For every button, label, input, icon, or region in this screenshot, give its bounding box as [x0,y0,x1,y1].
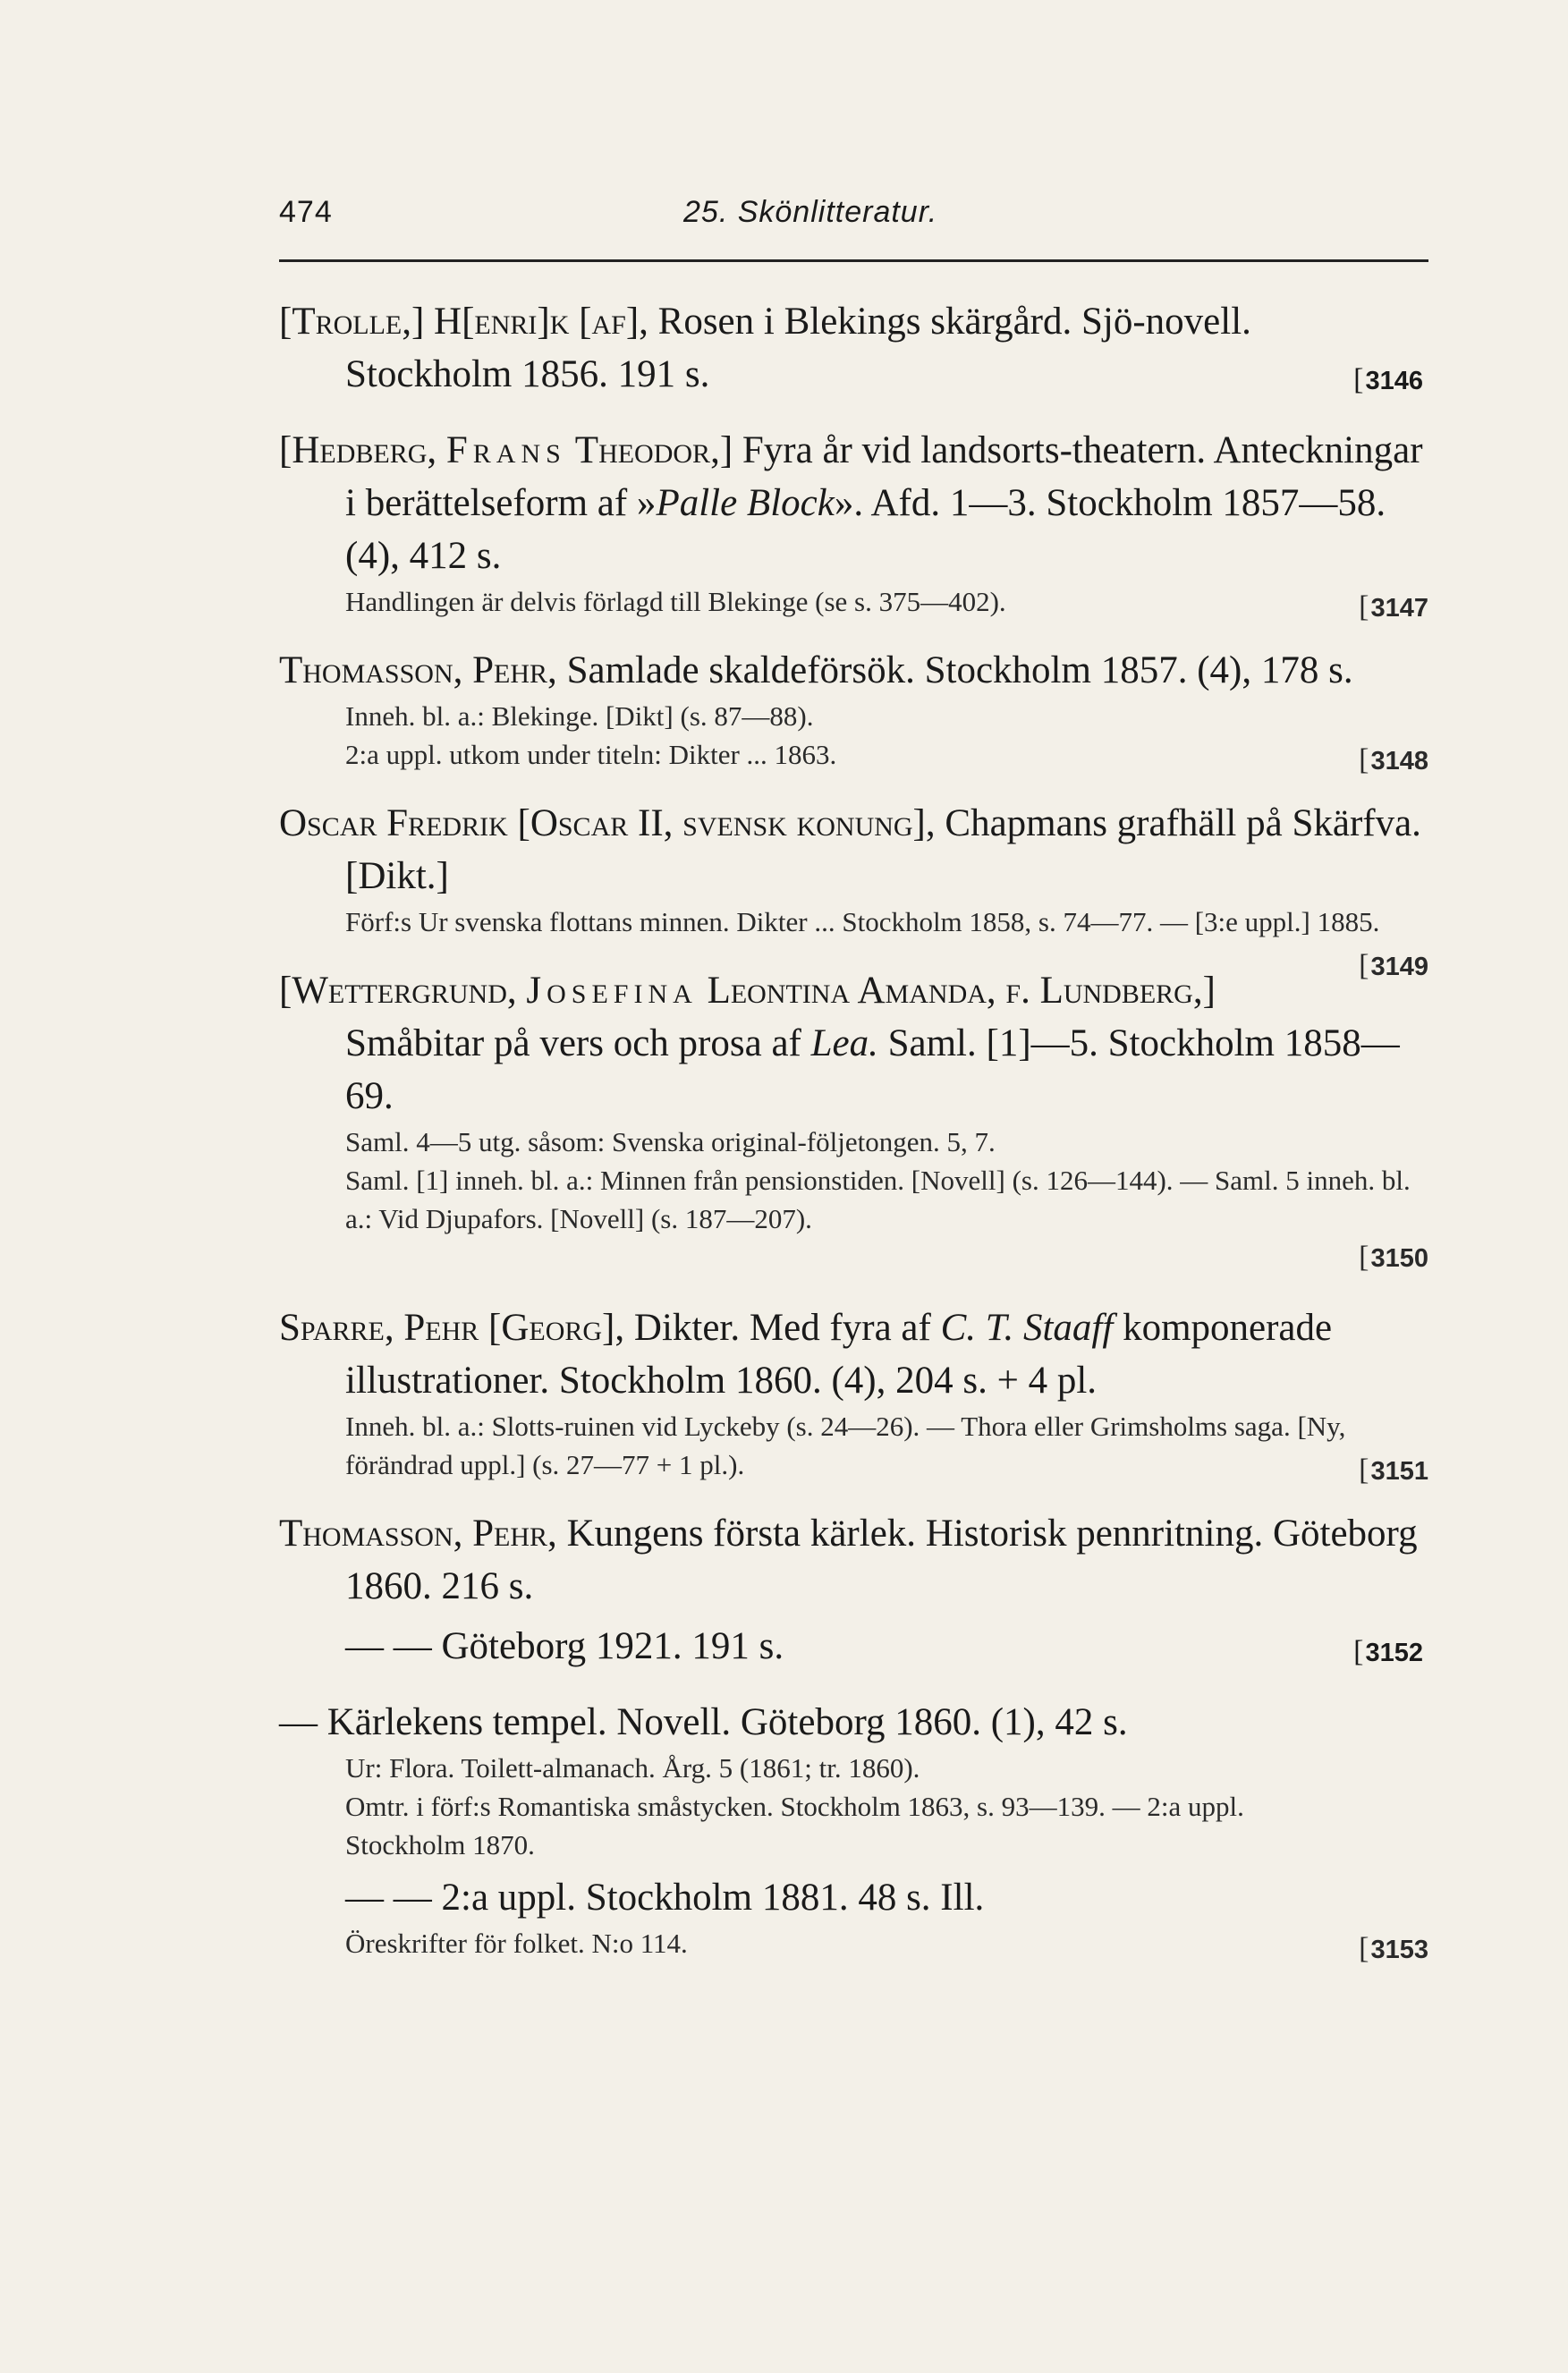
bibliography-list [279,295,1428,1986]
entry-note: [3148 2:a uppl. utkom under titeln: Dikter ... 1863. [279,735,1428,774]
entry-text [279,1696,1428,1749]
entry-text [279,1301,1428,1407]
entry-3152 [279,1507,1428,1673]
page-header [279,195,1428,262]
entry-note: Saml. [1] inneh. bl. a.: Minnen från pensionstiden. [Novell] (s. 126—144). — Saml. 5 inneh. bl. a.: Vid Djupafors. [Novell] (s. 187—207). [345,1165,1411,1234]
running-title: 25. Skönlitteratur. [683,195,938,229]
entry-note: Förf:s Ur svenska flottans minnen. Dikter ... Stockholm 1858, s. 74—77. — [3:e uppl.] 1885. [3149 [279,903,1428,941]
entry-number: [3146 [1353,363,1423,396]
entry-author: Sparre, Pehr [Georg], [279,1307,625,1349]
entry-author: Thomasson, Pehr, [279,649,557,691]
entry-3147 [279,424,1428,621]
entry-text [279,424,1428,582]
entry-author: Thomasson, Pehr, [279,1513,557,1555]
entry-note: Omtr. i förf:s Romantiska småstycken. Stockholm 1863, s. 93—139. — 2:a uppl. Stockholm 1870. [345,1791,1244,1860]
entry-3151 [279,1301,1428,1487]
entry-note: Inneh. bl. a.: Blekinge. [Dikt] (s. 87—88). [345,700,814,732]
entry-note: Inneh. bl. a.: Slotts-ruinen vid Lyckeby (s. 24—26). — Thora eller Grimsholms saga. [Ny, förändrad uppl.] (s. 27—77 + 1 pl.). [3151 [279,1407,1428,1484]
entry-3146 [279,295,1428,401]
entry-number: [3152 [1353,1635,1423,1668]
entry-author: [Trolle,] H[enri]k [af], [279,301,648,343]
entry-text [279,644,1428,697]
entry-note: Ur: Flora. Toilett-almanach. Årg. 5 (1861; tr. 1860). [345,1752,920,1784]
entry-3153 [279,1696,1428,1965]
entry-title: Dikter. Med fyra af C. T. Staaff komponerade illustrationer. Stockholm 1860. (4), 204 s. + 4 pl. [345,1307,1333,1402]
entry-number: [3148 [1359,743,1428,776]
entry-text [279,295,1428,401]
entry-title: Rosen i Blekings skärgård. Sjö-novell. Stockholm 1856. 191 s. [345,301,1251,395]
entry-title: Småbitar på vers och prosa af Lea. Saml. [1]—5. Stockholm 1858—69. [345,1022,1400,1117]
entry-number: [3151 [1359,1453,1428,1487]
entry-3148 [279,644,1428,774]
entry-note: [3153 Öreskrifter för folket. N:o 114. [279,1924,1428,1962]
entry-text [279,964,1428,1123]
entry-note: [3147 Handlingen är delvis förlagd till Blekinge (se s. 375—402). [279,582,1428,621]
entry-number-line [279,1238,1428,1278]
page-number: 474 [279,195,333,229]
entry-author: [Hedberg, Frans Theodor,] [279,429,733,471]
entry-number: [3153 [1359,1932,1428,1965]
entry-title: Samlade skaldeförsök. Stockholm 1857. (4), 178 s. [566,649,1353,691]
entry-text [279,797,1428,903]
entry-number: [3150 [1359,1241,1428,1274]
entry-title: Kungens första kärlek. Historisk pennritning. Göteborg 1860. 216 s. [345,1513,1418,1607]
entry-text [279,1507,1428,1613]
entry-edition: [3152 — — Göteborg 1921. 191 s. [279,1620,1428,1673]
entry-title: Chapmans grafhäll på Skärfva. [Dikt.] [345,802,1421,897]
entry-3150 [279,964,1428,1278]
entry-edition: — — 2:a uppl. Stockholm 1881. 48 s. Ill. [345,1877,985,1919]
entry-author: [Wettergrund, Josefina Leontina Amanda, f. Lundberg,] [279,970,1216,1012]
entry-title: — Kärlekens tempel. Novell. Göteborg 1860. (1), 42 s. [279,1701,1128,1743]
entry-number: [3149 [1359,949,1428,982]
entry-number: [3147 [1359,590,1428,623]
entry-note: Saml. 4—5 utg. såsom: Svenska original-följetongen. 5, 7. [345,1126,996,1157]
entry-3149 [279,797,1428,982]
entry-title: Fyra år vid landsorts-theatern. Anteckningar i berättelseform af »Palle Block». Afd. 1—3. Stockholm 1857—58. (4), 412 s. [345,429,1423,577]
entry-author: Oscar Fredrik [Oscar II, svensk konung], [279,802,936,844]
